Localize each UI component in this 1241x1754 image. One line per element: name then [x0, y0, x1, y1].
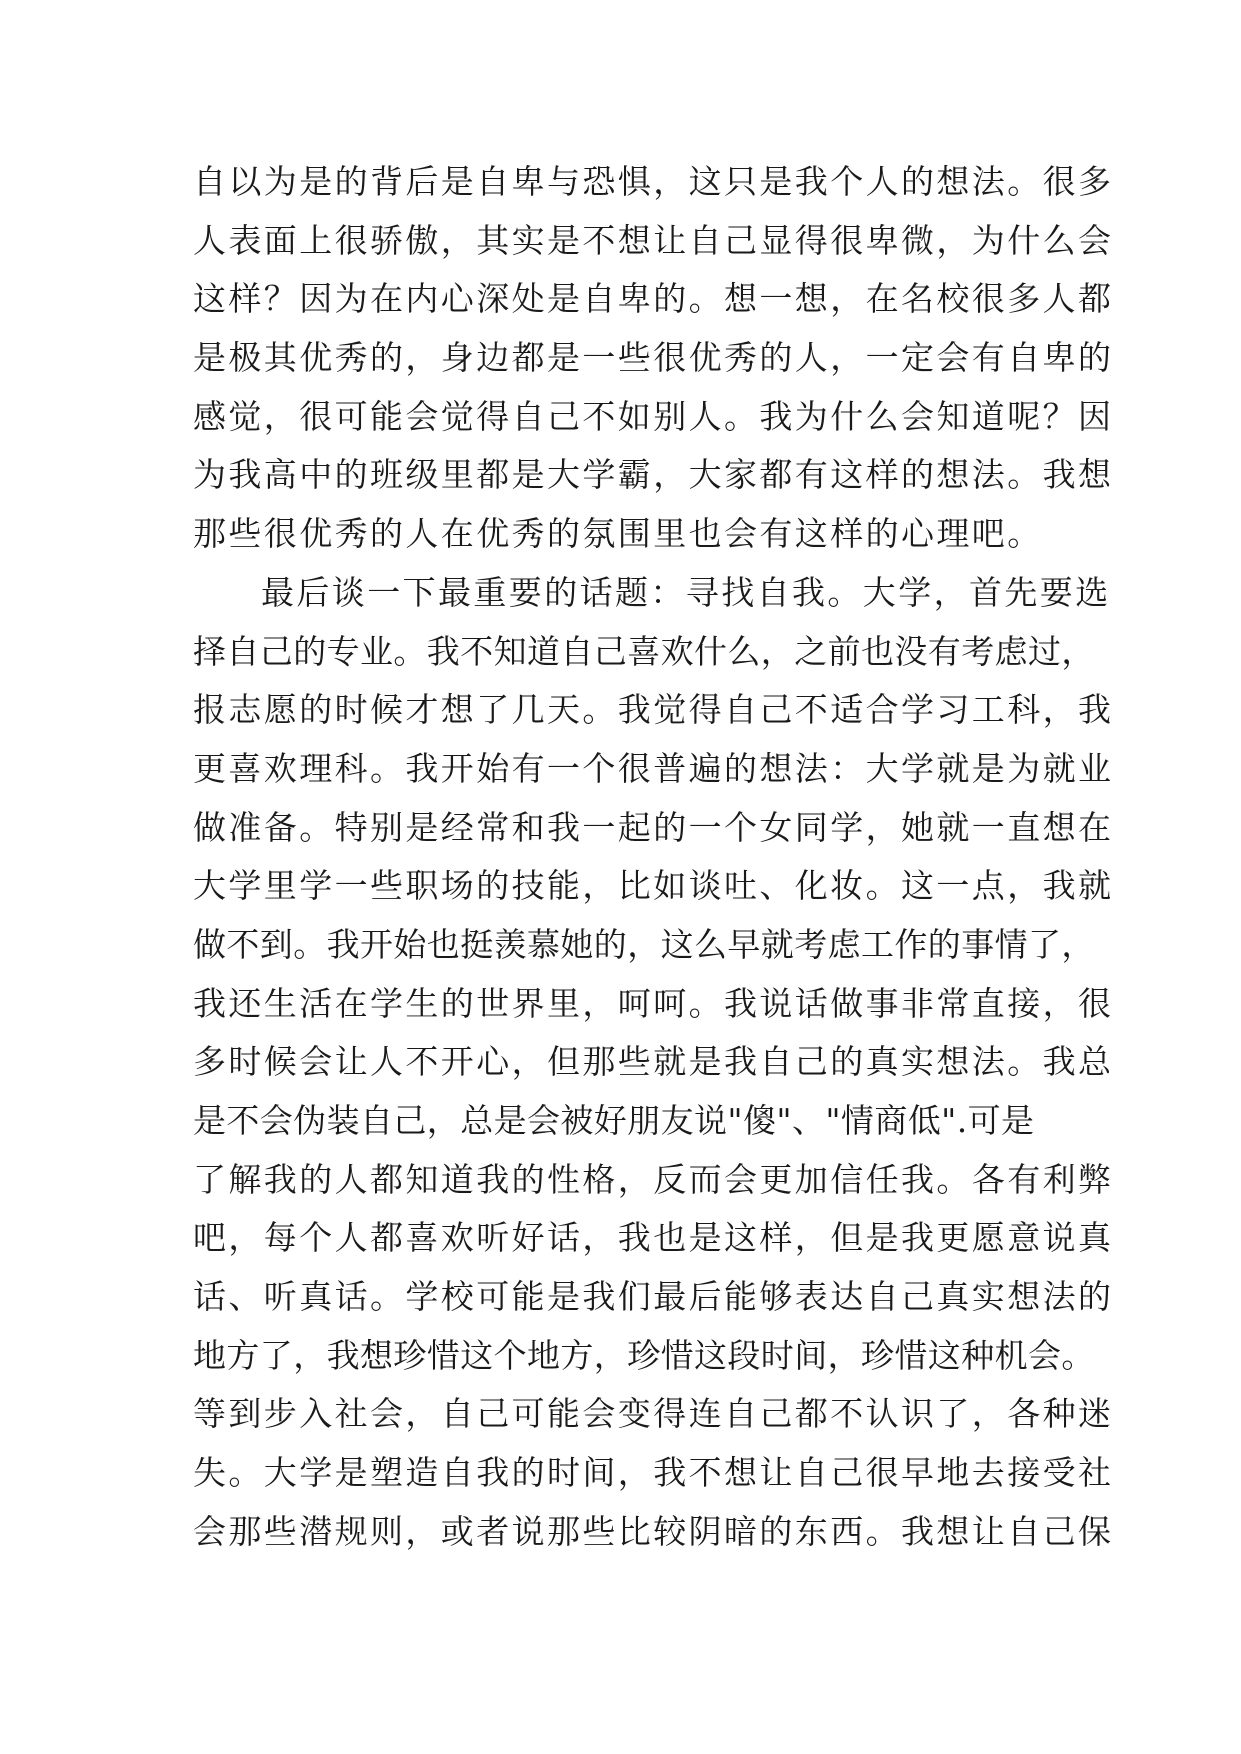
text-line: 地方了，我想珍惜这个地方，珍惜这段时间，珍惜这种机会。 — [193, 1335, 1095, 1375]
text-line: 人表面上很骄傲，其实是不想让自己显得很卑微，为什么会 — [193, 220, 1114, 260]
text-line: 是不会伪装自己，总是会被好朋友说"傻"、"情商低".可是 — [193, 1101, 1035, 1140]
text-line: 多时候会让人不开心，但那些就是我自己的真实想法。我总 — [193, 1042, 1114, 1082]
text-line: 了解我的人都知道我的性格，反而会更加信任我。各有利弊 — [193, 1159, 1114, 1199]
text-line: 择自己的专业。我不知道自己喜欢什么，之前也没有考虑过， — [193, 631, 1095, 671]
text-line: 更喜欢理科。我开始有一个很普遍的想法：大学就是为就业 — [193, 748, 1114, 788]
text-line: 等到步入社会，自己可能会变得连自己都不认识了，各种迷 — [193, 1394, 1114, 1434]
text-line: 这样？因为在内心深处是自卑的。想一想，在名校很多人都 — [193, 279, 1114, 319]
text-line: 自以为是的背后是自卑与恐惧，这只是我个人的想法。很多 — [193, 162, 1114, 201]
text-line-paragraph-start: 最后谈一下最重要的话题：寻找自我。大学，首先要选 — [261, 572, 1111, 612]
text-line: 做准备。特别是经常和我一起的一个女同学，她就一直想在 — [193, 807, 1114, 847]
text-line: 话、听真话。学校可能是我们最后能够表达自己真实想法的 — [193, 1277, 1114, 1317]
text-line: 为我高中的班级里都是大学霸，大家都有这样的想法。我想 — [193, 455, 1114, 495]
body-text — [193, 153, 1114, 1562]
text-line: 做不到。我开始也挺羡慕她的，这么早就考虑工作的事情了， — [193, 924, 1095, 964]
text-line: 报志愿的时候才想了几天。我觉得自己不适合学习工科，我 — [193, 690, 1114, 730]
text-line: 感觉，很可能会觉得自己不如别人。我为什么会知道呢？因 — [193, 396, 1114, 436]
text-line: 是极其优秀的，身边都是一些很优秀的人，一定会有自卑的 — [193, 338, 1114, 378]
text-line: 吧，每个人都喜欢听好话，我也是这样，但是我更愿意说真 — [193, 1218, 1114, 1258]
text-line: 会那些潜规则，或者说那些比较阴暗的东西。我想让自己保 — [193, 1511, 1114, 1551]
text-line: 失。大学是塑造自我的时间，我不想让自己很早地去接受社 — [193, 1453, 1114, 1493]
text-line: 大学里学一些职场的技能，比如谈吐、化妆。这一点，我就 — [193, 866, 1114, 906]
text-line: 我还生活在学生的世界里，呵呵。我说话做事非常直接，很 — [193, 983, 1114, 1023]
text-line: 那些很优秀的人在优秀的氛围里也会有这样的心理吧。 — [193, 514, 1043, 554]
